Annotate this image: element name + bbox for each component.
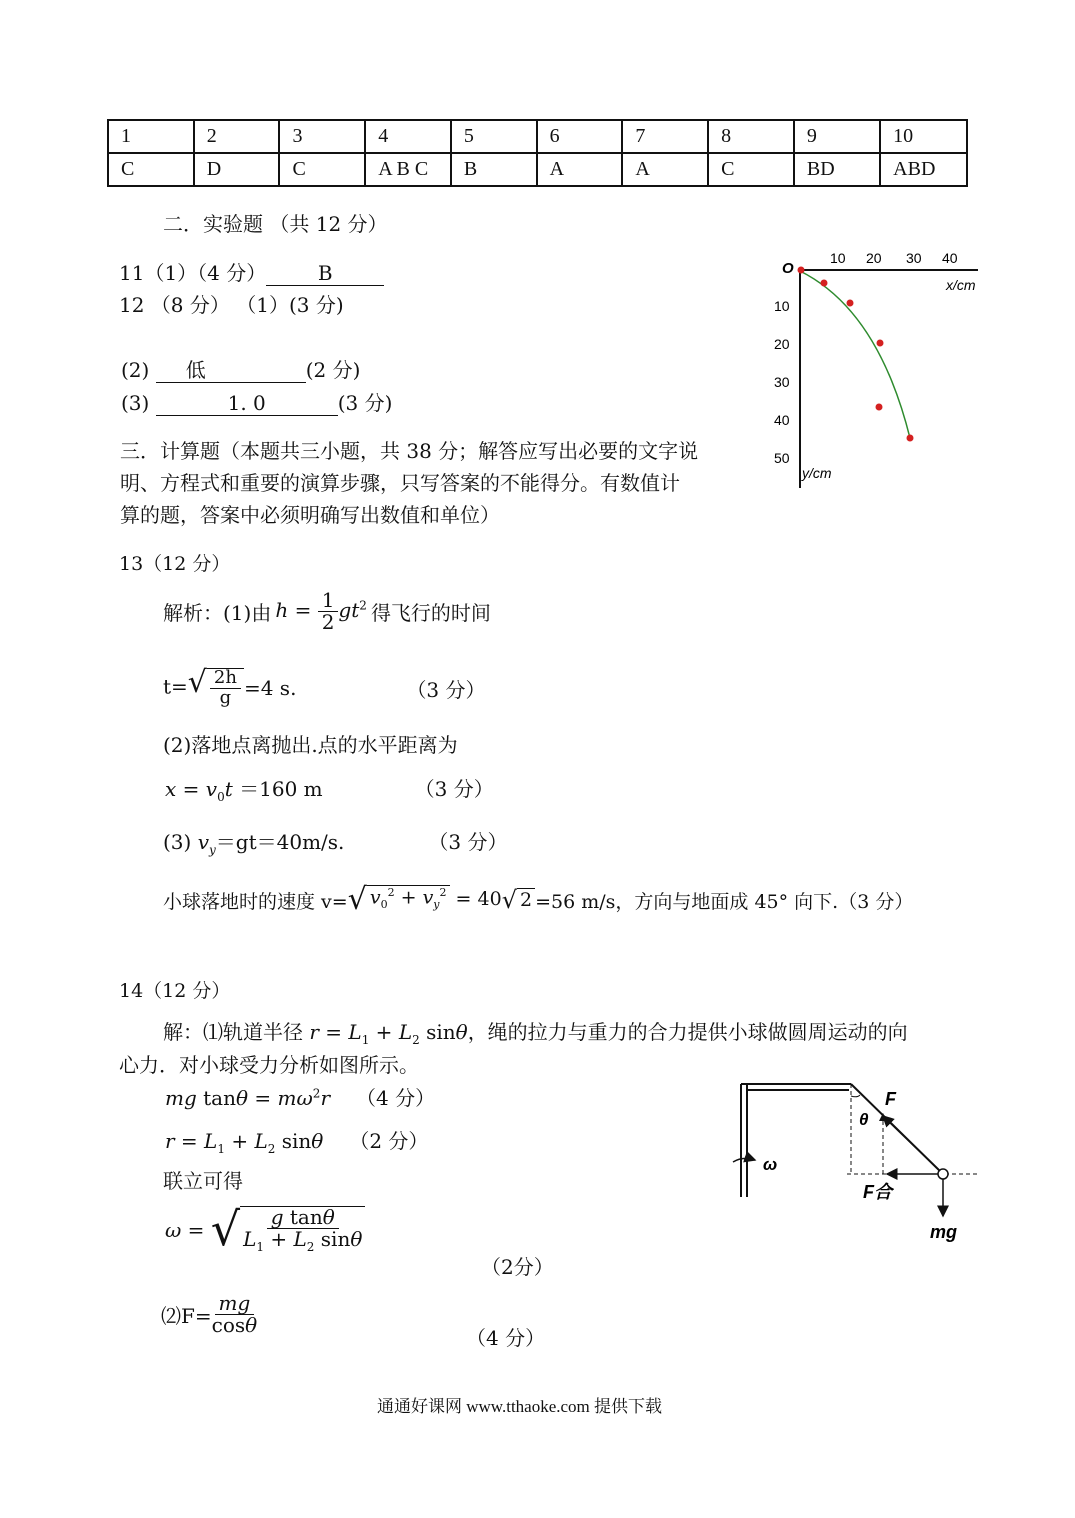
F-label: F [885, 1089, 896, 1109]
q14-line1-prefix: 解：⑴轨道半径 [163, 1020, 303, 1044]
trajectory-point [847, 300, 854, 307]
q14-eq2 [165, 1125, 428, 1156]
q12-3-label: (3) [121, 391, 150, 415]
trajectory-point [877, 340, 884, 347]
q13-line1-prefix: 解析：(1)由 [163, 600, 272, 625]
q14-line1 [163, 1016, 908, 1047]
section3-heading-line3: 算的题，答案中必须明确写出数值和单位） [120, 503, 500, 527]
answer-cell: A B C [365, 153, 451, 186]
q14-F-score: （4 分） [466, 1326, 546, 1350]
y-tick-label: 50 [774, 450, 790, 466]
graph-x-label: x/cm [946, 277, 976, 293]
answer-cell: BD [794, 153, 880, 186]
force-diagram [715, 1070, 995, 1250]
q12-2-line [121, 354, 360, 383]
q13-line3-prefix: (3) [163, 830, 192, 854]
question-number-cell: 10 [880, 120, 967, 153]
F-net-label: F合 [863, 1182, 892, 1202]
v-formula: √ $v_0^2 + v_y^2$ = 40 √ 2 [348, 885, 535, 915]
q13-vy-line [163, 826, 508, 857]
answer-cell: ABD [880, 153, 967, 186]
q14-F-prefix: ⑵F= [161, 1303, 212, 1328]
tan-equation: mg $\tan\theta = m\omega^2r$ [165, 1086, 330, 1110]
r-equation: $r = L_1 + L_2$ sinθ [165, 1129, 324, 1156]
q13-line1-suffix: 得飞行的时间 [370, 600, 491, 625]
section2-heading: 二．实验题 （共 12 分） [163, 212, 388, 236]
answer-table-number-row [108, 120, 967, 153]
q13-line2: (2)落地点离抛出.点的水平距离为 [163, 733, 458, 757]
question-number-cell: 8 [708, 120, 794, 153]
answer-table-answer-row [108, 153, 967, 186]
q14-eq2-score: （2 分） [349, 1129, 429, 1153]
q12-2-answer: 低 [185, 358, 206, 382]
trajectory-curve [800, 271, 910, 438]
answer-cell: A [537, 153, 623, 186]
x-tick-label: 10 [830, 250, 846, 266]
q13-line4-result: =56 m/s，方向与地面成 45° 向下.（3 分） [535, 890, 914, 913]
F-vector [883, 1116, 943, 1174]
y-tick-label: 30 [774, 374, 790, 390]
question-number-cell: 9 [794, 120, 880, 153]
question-number-cell: 7 [622, 120, 708, 153]
angle-arc [851, 1095, 860, 1097]
question-number-cell: 3 [279, 120, 365, 153]
y-tick-label: 20 [774, 336, 790, 352]
r-formula-inline: $r = L_1 + L_2$ sinθ [309, 1020, 468, 1047]
q13-x-score: （3 分） [414, 777, 494, 801]
x-formula: $x = v_0t$ [165, 777, 233, 804]
answer-cell: C [108, 153, 194, 186]
q11-label: 11（1）（4 分） [119, 261, 267, 285]
omega-label: ω [763, 1155, 778, 1174]
graph-y-label: y/cm [802, 465, 832, 481]
q13-v-line [163, 878, 913, 922]
q14-omega-score: （2分） [481, 1255, 554, 1279]
q12-3-line [121, 387, 392, 416]
trajectory-point [907, 435, 914, 442]
answer-cell: C [279, 153, 365, 186]
section3-heading-line1: 三．计算题（本题共三小题，共 38 分；解答应写出必要的文字说 [120, 439, 699, 463]
answer-cell: A [622, 153, 708, 186]
theta-label: θ [859, 1110, 869, 1129]
q11-answer: B [266, 261, 384, 286]
q12-3-answer: 1. 0 [156, 391, 338, 416]
section3-heading-line2: 明、方程式和重要的演算步骤，只写答案的不能得分。有数值计 [120, 471, 680, 495]
ball [938, 1169, 948, 1179]
answer-cell: C [708, 153, 794, 186]
q13-t-result: =4 s. [243, 676, 297, 700]
q12-2-score: (2 分) [305, 358, 361, 382]
graph-origin: O [782, 260, 794, 277]
q14-line1-suffix: ，绳的拉力与重力的合力提供小球做圆周运动的向 [467, 1020, 908, 1044]
answer-cell: D [194, 153, 280, 186]
q13-vy-score: （3 分） [428, 830, 508, 854]
trajectory-point [798, 267, 805, 274]
q12-2-label: (2) [121, 358, 150, 382]
omega-formula: ω = √ $\frac{\text{g tanθ}}{L_1 + L_2 \sin\theta}$ [165, 1195, 365, 1265]
q14-eq1-score: （4 分） [356, 1086, 436, 1110]
q13-line4-prefix: 小球落地时的速度 v= [163, 890, 348, 913]
question-number-cell: 4 [365, 120, 451, 153]
q13-t-line [163, 660, 486, 716]
rotation-arrow [733, 1158, 755, 1162]
q13-t-score: （3 分） [406, 677, 486, 702]
q14-line2: 心力．对小球受力分析如图所示。 [119, 1053, 419, 1077]
q11-line [119, 257, 384, 286]
F-fraction: $\frac{mg}{\cos\theta}$ [211, 1290, 258, 1337]
h-formula: h = $\frac{1}{2}$ $gt^2$ [275, 587, 367, 634]
answer-cell: B [451, 153, 537, 186]
q13-x-line [165, 773, 494, 804]
q14-eq1 [165, 1082, 435, 1111]
q13-label: 13（12 分） [119, 553, 231, 575]
mg-label: mg [930, 1222, 957, 1242]
question-number-cell: 2 [194, 120, 280, 153]
footer-text: 通通好课网 www.tthaoke.com 提供下载 [377, 1397, 663, 1416]
answer-table [107, 119, 968, 187]
t-formula: t= √ $\frac{2h}{g}$ [163, 668, 244, 708]
question-number-cell: 5 [451, 120, 537, 153]
y-tick-label: 40 [774, 412, 790, 428]
q14-label: 14（12 分） [119, 980, 231, 1002]
vy-symbol: $v_y$ [197, 830, 216, 857]
x-tick-label: 30 [906, 250, 922, 266]
trajectory-point [876, 404, 883, 411]
q14-combine: 联立可得 [163, 1169, 243, 1193]
x-tick-label: 40 [942, 250, 958, 266]
x-tick-label: 20 [866, 250, 882, 266]
q14-F-line [161, 1284, 257, 1344]
q12-3-score: (3 分) [337, 391, 393, 415]
q13-x-result: ＝160 m [239, 777, 323, 801]
question-number-cell: 1 [108, 120, 194, 153]
q12-label: 12 （8 分） （1）(3 分) [119, 293, 344, 317]
y-tick-label: 10 [774, 298, 790, 314]
q13-vy-result: ＝gt＝40m/s. [215, 830, 345, 854]
trajectory-graph [768, 240, 1008, 490]
q13-line1 [163, 583, 491, 639]
trajectory-point [821, 280, 828, 287]
question-number-cell: 6 [537, 120, 623, 153]
